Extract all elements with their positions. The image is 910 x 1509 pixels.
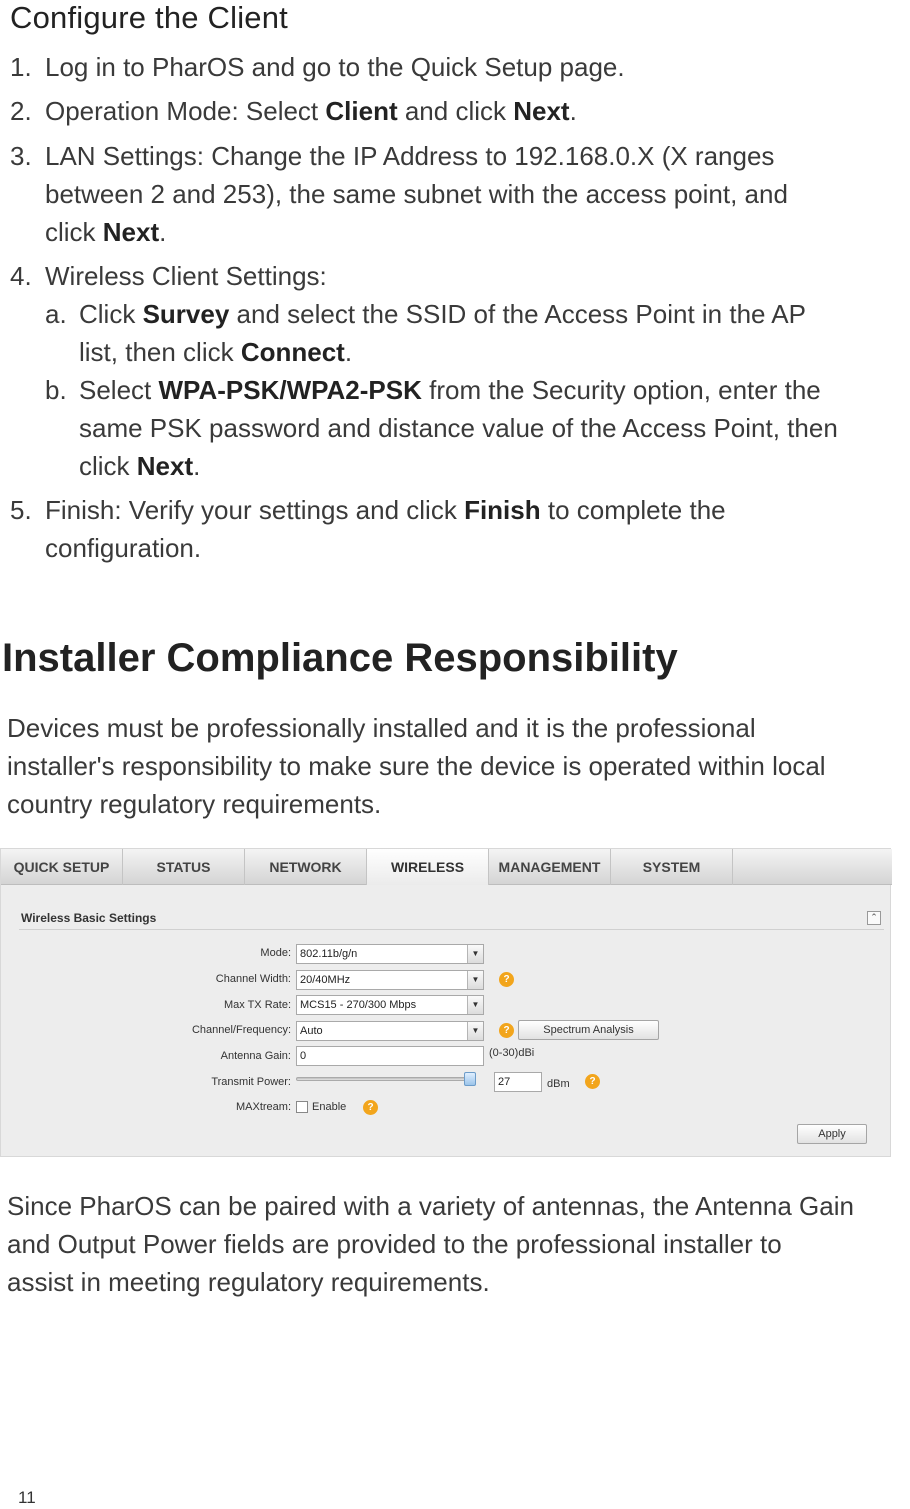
step-text: Operation Mode: Select <box>45 96 326 126</box>
step-4 <box>10 257 900 295</box>
channel-width-select[interactable]: 20/40MHz ▼ <box>296 970 484 990</box>
maxtream-label: MAXtream: <box>235 1101 291 1113</box>
survey-keyword: Survey <box>142 299 230 329</box>
connect-keyword: Connect <box>240 337 345 367</box>
step-letter: a. <box>45 299 67 329</box>
step-number: 1. <box>10 52 32 82</box>
help-icon[interactable]: ? <box>499 972 514 987</box>
next-keyword: Next <box>102 217 160 247</box>
step-4b: b. Select WPA-PSK/WPA2-PSK from the Security option, enter the same PSK password and distance value of the Access Point, then click Next. <box>45 371 905 485</box>
transmit-power-input[interactable]: 27 <box>494 1072 542 1092</box>
chevron-down-icon: ▼ <box>467 1022 483 1040</box>
step-4a: a. Click Survey and select the SSID of the Access Point in the AP list, then click Connect. <box>45 295 905 371</box>
step-text: and click <box>397 96 514 126</box>
collapse-icon[interactable]: ⌃ <box>867 911 881 925</box>
chevron-down-icon: ▼ <box>467 945 483 963</box>
mode-label: Mode: <box>260 947 291 959</box>
max-tx-rate-select[interactable]: MCS15 - 270/300 Mbps ▼ <box>296 995 484 1015</box>
transmit-power-slider[interactable] <box>296 1077 476 1081</box>
tab-system[interactable]: SYSTEM <box>611 849 733 885</box>
tab-network[interactable]: NETWORK <box>245 849 367 885</box>
page-number: 11 <box>18 1488 36 1507</box>
dbm-unit: dBm <box>547 1078 570 1090</box>
client-keyword: Client <box>325 96 398 126</box>
step-5: 5. Finish: Verify your settings and click Finish to complete the configuration. <box>10 491 900 567</box>
step-number: 2. <box>10 96 32 126</box>
step-1 <box>10 48 900 86</box>
step-text: Log in to PharOS and go to the Quick Setup page. <box>45 52 625 82</box>
antenna-gain-range: (0-30)dBi <box>489 1047 535 1059</box>
transmit-power-label: Transmit Power: <box>211 1076 291 1088</box>
next-keyword: Next <box>513 96 570 126</box>
help-icon[interactable]: ? <box>585 1074 600 1089</box>
tab-status[interactable]: STATUS <box>123 849 245 885</box>
step-letter: b. <box>45 375 67 405</box>
tab-management[interactable]: MANAGEMENT <box>489 849 611 885</box>
max-tx-rate-label: Max TX Rate: <box>223 999 291 1011</box>
configure-client-heading: Configure the Client <box>10 0 288 35</box>
channel-width-label: Channel Width: <box>215 973 291 985</box>
channel-frequency-select[interactable]: Auto ▼ <box>296 1021 484 1041</box>
section-title: Wireless Basic Settings <box>21 911 157 925</box>
compliance-heading: Installer Compliance Responsibility <box>2 636 678 680</box>
step-3: 3. LAN Settings: Change the IP Address to 192.168.0.X (X ranges between 2 and 253), the same subnet with the access point, and click Next. <box>10 137 900 251</box>
wireless-settings-screenshot <box>0 848 891 1157</box>
nav-tabs <box>1 849 892 885</box>
compliance-paragraph: Devices must be professionally installed and it is the professional installer's responsibility to make sure the device is operated within local country regulatory requirements. <box>7 713 826 819</box>
antenna-gain-label: Antenna Gain: <box>220 1050 291 1062</box>
next-keyword: Next <box>136 451 194 481</box>
help-icon[interactable]: ? <box>499 1023 514 1038</box>
tab-quick-setup[interactable]: QUICK SETUP <box>1 849 123 885</box>
channel-frequency-label: Channel/Frequency: <box>191 1024 291 1036</box>
chevron-down-icon: ▼ <box>467 971 483 989</box>
slider-handle[interactable] <box>464 1072 476 1086</box>
antenna-gain-input[interactable]: 0 <box>296 1046 484 1066</box>
mode-select[interactable]: 802.11b/g/n ▼ <box>296 944 484 964</box>
chevron-down-icon: ▼ <box>467 996 483 1014</box>
step-text: LAN Settings: Change the IP Address to 192.168.0.X (X ranges <box>45 141 775 171</box>
antenna-paragraph: Since PharOS can be paired with a variety of antennas, the Antenna Gain and Output Power fields are provided to the professional installer to assist in meeting regulatory requirements. <box>7 1191 854 1297</box>
apply-button[interactable]: Apply <box>797 1124 867 1144</box>
wpa-psk-keyword: WPA-PSK/WPA2-PSK <box>158 375 422 405</box>
help-icon[interactable]: ? <box>363 1100 378 1115</box>
step-2: 2. Operation Mode: Select Client and click Next. <box>10 92 900 130</box>
step-number: 4. <box>10 261 32 291</box>
section-divider <box>19 929 884 930</box>
finish-keyword: Finish <box>464 495 541 525</box>
tab-wireless[interactable]: WIRELESS <box>367 849 489 885</box>
spectrum-analysis-button[interactable]: Spectrum Analysis <box>518 1020 659 1040</box>
step-number: 3. <box>10 141 32 171</box>
step-text: between 2 and 253), the same subnet with the access point, and <box>45 179 788 209</box>
enable-label: Enable <box>312 1101 347 1113</box>
step-number: 5. <box>10 495 32 525</box>
maxtream-checkbox[interactable] <box>296 1101 308 1113</box>
step-text: Wireless Client Settings: <box>45 261 327 291</box>
